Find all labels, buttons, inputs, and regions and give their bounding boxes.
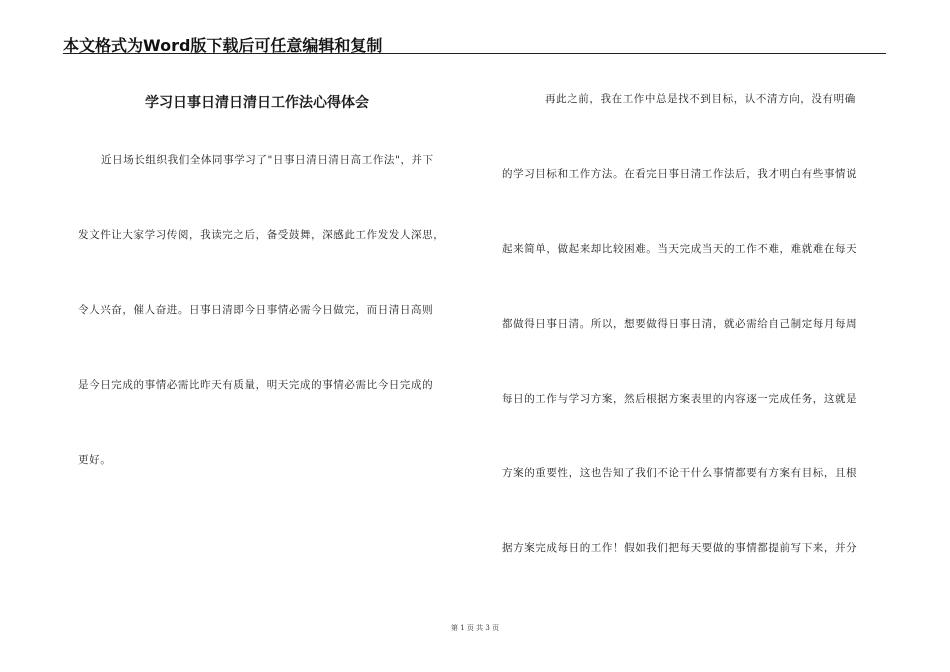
paragraph-line: 发文件让大家学习传阅，我读完之后，备受鼓舞，深感此工作发发人深思， [78,229,445,241]
paragraph-line: 更好。 [78,454,112,466]
page-number: 第 1 页 共 3 页 [450,624,500,632]
paragraph-line: 都做得日事日清。所以，想要做得日事日清，就必需给自己制定每月每周 [502,318,858,330]
document-title: 学习日事日清日清日工作法心得体会 [145,95,369,111]
paragraph-line: 令人兴奋，催人奋进。日事日清即今日事情必需今日做完，而日清日高则 [78,304,434,316]
paragraph-line: 方案的重要性，这也告知了我们不论干什么事情都要有方案有目标，且根 [502,467,858,479]
download-notice: 本文格式为Word版下载后可任意编辑和复制 [63,36,383,55]
paragraph-line: 每日的工作与学习方案，然后根据方案表里的内容逐一完成任务，这就是 [502,393,858,405]
paragraph-line: 再此之前，我在工作中总是找不到目标，认不清方向，没有明确 [545,93,856,105]
paragraph-line: 起来简单，做起来却比较困难。当天完成当天的工作不难，难就难在每天 [502,243,858,255]
header-divider [63,53,886,54]
paragraph-line: 的学习目标和工作方法。在看完日事日清工作法后，我才明白有些事情说 [502,168,858,180]
paragraph-line: 是今日完成的事情必需比昨天有质量，明天完成的事情必需比今日完成的 [78,379,434,391]
paragraph-line: 近日场长组织我们全体同事学习了"日事日清日清日高工作法"，并下 [101,154,434,166]
paragraph-line: 据方案完成每日的工作！假如我们把每天要做的事情都提前写下来，并分 [502,542,858,554]
